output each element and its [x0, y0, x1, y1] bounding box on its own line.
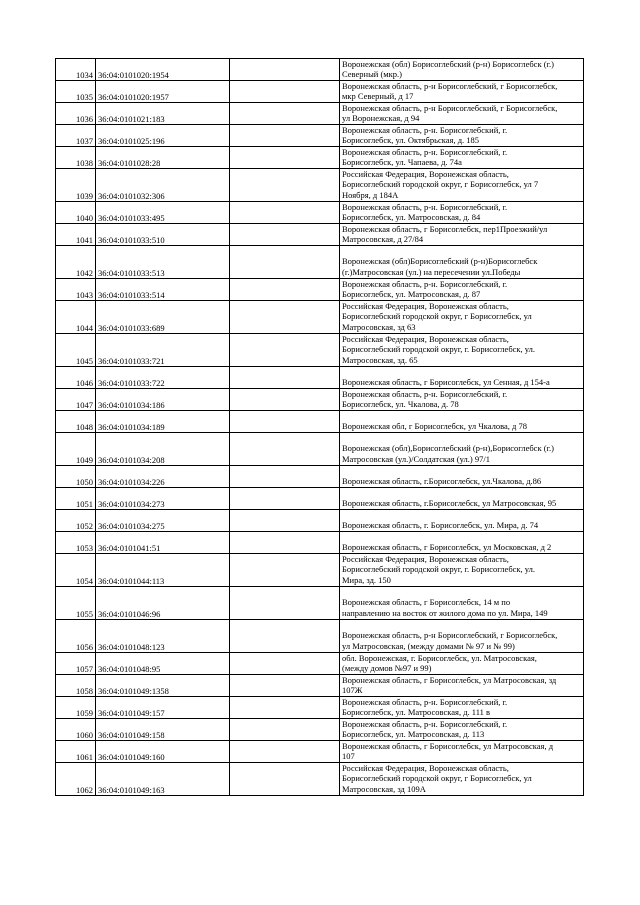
empty-cell [230, 224, 340, 246]
table-row [56, 301, 584, 334]
cadastral-number: 36:04:0101020:1954 [96, 59, 230, 81]
empty-cell [230, 532, 340, 554]
cadastral-number: 36:04:0101049:160 [96, 741, 230, 763]
address-cell: Воронежская обл, г Борисоглебск, ул Чкалова, д 78 [340, 411, 584, 433]
row-number: 1040 [56, 202, 96, 224]
row-number: 1062 [56, 763, 96, 796]
row-number: 1051 [56, 488, 96, 510]
row-number: 1036 [56, 103, 96, 125]
empty-cell [230, 653, 340, 675]
table-row [56, 532, 584, 554]
empty-cell [230, 488, 340, 510]
empty-cell [230, 587, 340, 620]
empty-cell [230, 741, 340, 763]
row-number: 1034 [56, 59, 96, 81]
table-row [56, 763, 584, 796]
table-row [56, 587, 584, 620]
address-cell: Воронежская (обл),Борисоглебский (р-н),Борисоглебск (г.) Матросовская (ул.)/Солдатская (ул.) 97/1 [340, 433, 584, 466]
address-cell: обл. Воронежская, г. Борисоглебск, ул. Матросовская, (между домов №97 и 99) [340, 653, 584, 675]
address-cell: Российская Федерация, Воронежская область, Борисоглебский городской округ, г Борисоглебск, ул Матросовская, зд 109А [340, 763, 584, 796]
cadastral-number: 36:04:0101044:113 [96, 554, 230, 587]
address-cell: Воронежская область, р-н Борисоглебский, г Борисоглебск, мкр Северный, д 17 [340, 81, 584, 103]
cadastral-number: 36:04:0101034:275 [96, 510, 230, 532]
address-cell: Воронежская область, р-н. Борисоглебский, г. Борисоглебск, ул. Матросовская, д. 87 [340, 279, 584, 301]
row-number: 1048 [56, 411, 96, 433]
cadastral-number: 36:04:0101048:123 [96, 620, 230, 653]
table-row [56, 411, 584, 433]
table-row [56, 620, 584, 653]
empty-cell [230, 125, 340, 147]
cadastral-number: 36:04:0101033:510 [96, 224, 230, 246]
table-row [56, 675, 584, 697]
table-row [56, 334, 584, 367]
row-number: 1050 [56, 466, 96, 488]
cadastral-number: 36:04:0101025:196 [96, 125, 230, 147]
empty-cell [230, 620, 340, 653]
row-number: 1043 [56, 279, 96, 301]
table-row [56, 59, 584, 81]
row-number: 1060 [56, 719, 96, 741]
cadastral-number: 36:04:0101033:495 [96, 202, 230, 224]
row-number: 1042 [56, 246, 96, 279]
row-number: 1052 [56, 510, 96, 532]
address-cell: Воронежская область, г Борисоглебск, ул Матросовская, д 107 [340, 741, 584, 763]
cadastral-number: 36:04:0101033:514 [96, 279, 230, 301]
empty-cell [230, 554, 340, 587]
empty-cell [230, 147, 340, 169]
address-cell: Воронежская область, г Борисоглебск, пер1Проезжий/ул Матросовская, д 27/84 [340, 224, 584, 246]
empty-cell [230, 169, 340, 202]
empty-cell [230, 466, 340, 488]
table-row [56, 389, 584, 411]
address-cell: Российская Федерация, Воронежская область, Борисоглебский городской округ, г Борисоглебск, ул 7 Ноября, д 184А [340, 169, 584, 202]
table-row [56, 367, 584, 389]
table-row [56, 169, 584, 202]
cadastral-number: 36:04:0101020:1957 [96, 81, 230, 103]
row-number: 1045 [56, 334, 96, 367]
table-row [56, 510, 584, 532]
address-cell: Воронежская область, г Борисоглебск, ул Матросовская, зд 107Ж [340, 675, 584, 697]
cadastral-number: 36:04:0101034:189 [96, 411, 230, 433]
address-cell: Воронежская (обл)Борисоглебский (р-н)Борисоглебск (г.)Матросовская (ул.) на пересечении ул.Победы [340, 246, 584, 279]
table-row [56, 246, 584, 279]
row-number: 1038 [56, 147, 96, 169]
row-number: 1044 [56, 301, 96, 334]
table-row [56, 103, 584, 125]
row-number: 1046 [56, 367, 96, 389]
row-number: 1059 [56, 697, 96, 719]
table-row [56, 125, 584, 147]
address-cell: Воронежская область, р-н. Борисоглебский, г. Борисоглебск, ул. Матросовская, д. 113 [340, 719, 584, 741]
empty-cell [230, 510, 340, 532]
empty-cell [230, 301, 340, 334]
address-cell: Воронежская область, р-н Борисоглебский, г Борисоглебск, ул Матросовская, (между домами № 97 и № 99) [340, 620, 584, 653]
empty-cell [230, 202, 340, 224]
cadastral-number: 36:04:0101032:306 [96, 169, 230, 202]
table-row [56, 554, 584, 587]
table-row [56, 147, 584, 169]
cadastral-table [55, 58, 584, 796]
cadastral-number: 36:04:0101033:721 [96, 334, 230, 367]
table-row [56, 488, 584, 510]
address-cell: Воронежская область, г. Борисоглебск, ул. Мира, д. 74 [340, 510, 584, 532]
empty-cell [230, 367, 340, 389]
table-row [56, 653, 584, 675]
table-row [56, 81, 584, 103]
table-row [56, 466, 584, 488]
cadastral-number: 36:04:0101021:183 [96, 103, 230, 125]
cadastral-number: 36:04:0101034:226 [96, 466, 230, 488]
address-cell: Воронежская область, г Борисоглебск, ул Московская, д 2 [340, 532, 584, 554]
row-number: 1035 [56, 81, 96, 103]
cadastral-number: 36:04:0101041:51 [96, 532, 230, 554]
empty-cell [230, 59, 340, 81]
empty-cell [230, 279, 340, 301]
cadastral-number: 36:04:0101034:208 [96, 433, 230, 466]
cadastral-number: 36:04:0101033:689 [96, 301, 230, 334]
cadastral-number: 36:04:0101046:96 [96, 587, 230, 620]
address-cell: Воронежская область, р-н. Борисоглебский, г. Борисоглебск, ул. Чапаева, д. 74а [340, 147, 584, 169]
address-cell: Воронежская область, г.Борисоглебск, ул Матросовская, 95 [340, 488, 584, 510]
address-cell: Воронежская область, р-н. Борисоглебский, г. Борисоглебск, ул. Матросовская, д. 84 [340, 202, 584, 224]
cadastral-number: 36:04:0101034:273 [96, 488, 230, 510]
empty-cell [230, 103, 340, 125]
empty-cell [230, 697, 340, 719]
empty-cell [230, 763, 340, 796]
row-number: 1047 [56, 389, 96, 411]
table-row [56, 741, 584, 763]
empty-cell [230, 675, 340, 697]
cadastral-number: 36:04:0101028:28 [96, 147, 230, 169]
cadastral-number: 36:04:0101049:1358 [96, 675, 230, 697]
table-row [56, 224, 584, 246]
cadastral-number: 36:04:0101033:722 [96, 367, 230, 389]
table-body [56, 59, 584, 796]
empty-cell [230, 81, 340, 103]
row-number: 1058 [56, 675, 96, 697]
cadastral-number: 36:04:0101033:513 [96, 246, 230, 279]
address-cell: Воронежская область, р-н Борисоглебский, г Борисоглебск, ул Воронежская, д 94 [340, 103, 584, 125]
cadastral-number: 36:04:0101049:158 [96, 719, 230, 741]
row-number: 1037 [56, 125, 96, 147]
row-number: 1053 [56, 532, 96, 554]
address-cell: Воронежская область, р-н. Борисоглебский, г. Борисоглебск, ул. Матросовская, д. 111 в [340, 697, 584, 719]
cadastral-number: 36:04:0101049:163 [96, 763, 230, 796]
cadastral-number: 36:04:0101049:157 [96, 697, 230, 719]
row-number: 1056 [56, 620, 96, 653]
empty-cell [230, 411, 340, 433]
table-row [56, 697, 584, 719]
address-cell: Российская Федерация, Воронежская область, Борисоглебский городской округ, г. Борисоглебск, ул. Матросовская, зд. 65 [340, 334, 584, 367]
address-cell: Российская Федерация, Воронежская область, Борисоглебский городской округ, г. Борисоглебск, ул. Мира, зд. 150 [340, 554, 584, 587]
row-number: 1054 [56, 554, 96, 587]
cadastral-number: 36:04:0101034:186 [96, 389, 230, 411]
empty-cell [230, 389, 340, 411]
table-row [56, 719, 584, 741]
table-row [56, 433, 584, 466]
empty-cell [230, 334, 340, 367]
row-number: 1049 [56, 433, 96, 466]
address-cell: Российская Федерация, Воронежская область, Борисоглебский городской округ, г Борисоглебск, ул Матросовская, зд 63 [340, 301, 584, 334]
row-number: 1057 [56, 653, 96, 675]
address-cell: Воронежская (обл) Борисоглебский (р-н) Борисоглебск (г.) Северный (мкр.) [340, 59, 584, 81]
row-number: 1039 [56, 169, 96, 202]
address-cell: Воронежская область, р-н. Борисоглебский, г. Борисоглебск, ул. Чкалова, д. 78 [340, 389, 584, 411]
row-number: 1055 [56, 587, 96, 620]
table-row [56, 202, 584, 224]
address-cell: Воронежская область, р-н. Борисоглебский, г. Борисоглебск, ул. Октябрьская, д. 185 [340, 125, 584, 147]
empty-cell [230, 246, 340, 279]
address-cell: Воронежская область, г Борисоглебск, ул Сенная, д 154-а [340, 367, 584, 389]
row-number: 1061 [56, 741, 96, 763]
cadastral-number: 36:04:0101048:95 [96, 653, 230, 675]
table-row [56, 279, 584, 301]
row-number: 1041 [56, 224, 96, 246]
empty-cell [230, 433, 340, 466]
address-cell: Воронежская область, г Борисоглебск, 14 м по направлению на восток от жилого дома по ул. Мира, 149 [340, 587, 584, 620]
empty-cell [230, 719, 340, 741]
address-cell: Воронежская область, г.Борисоглебск, ул.Чкалова, д.86 [340, 466, 584, 488]
